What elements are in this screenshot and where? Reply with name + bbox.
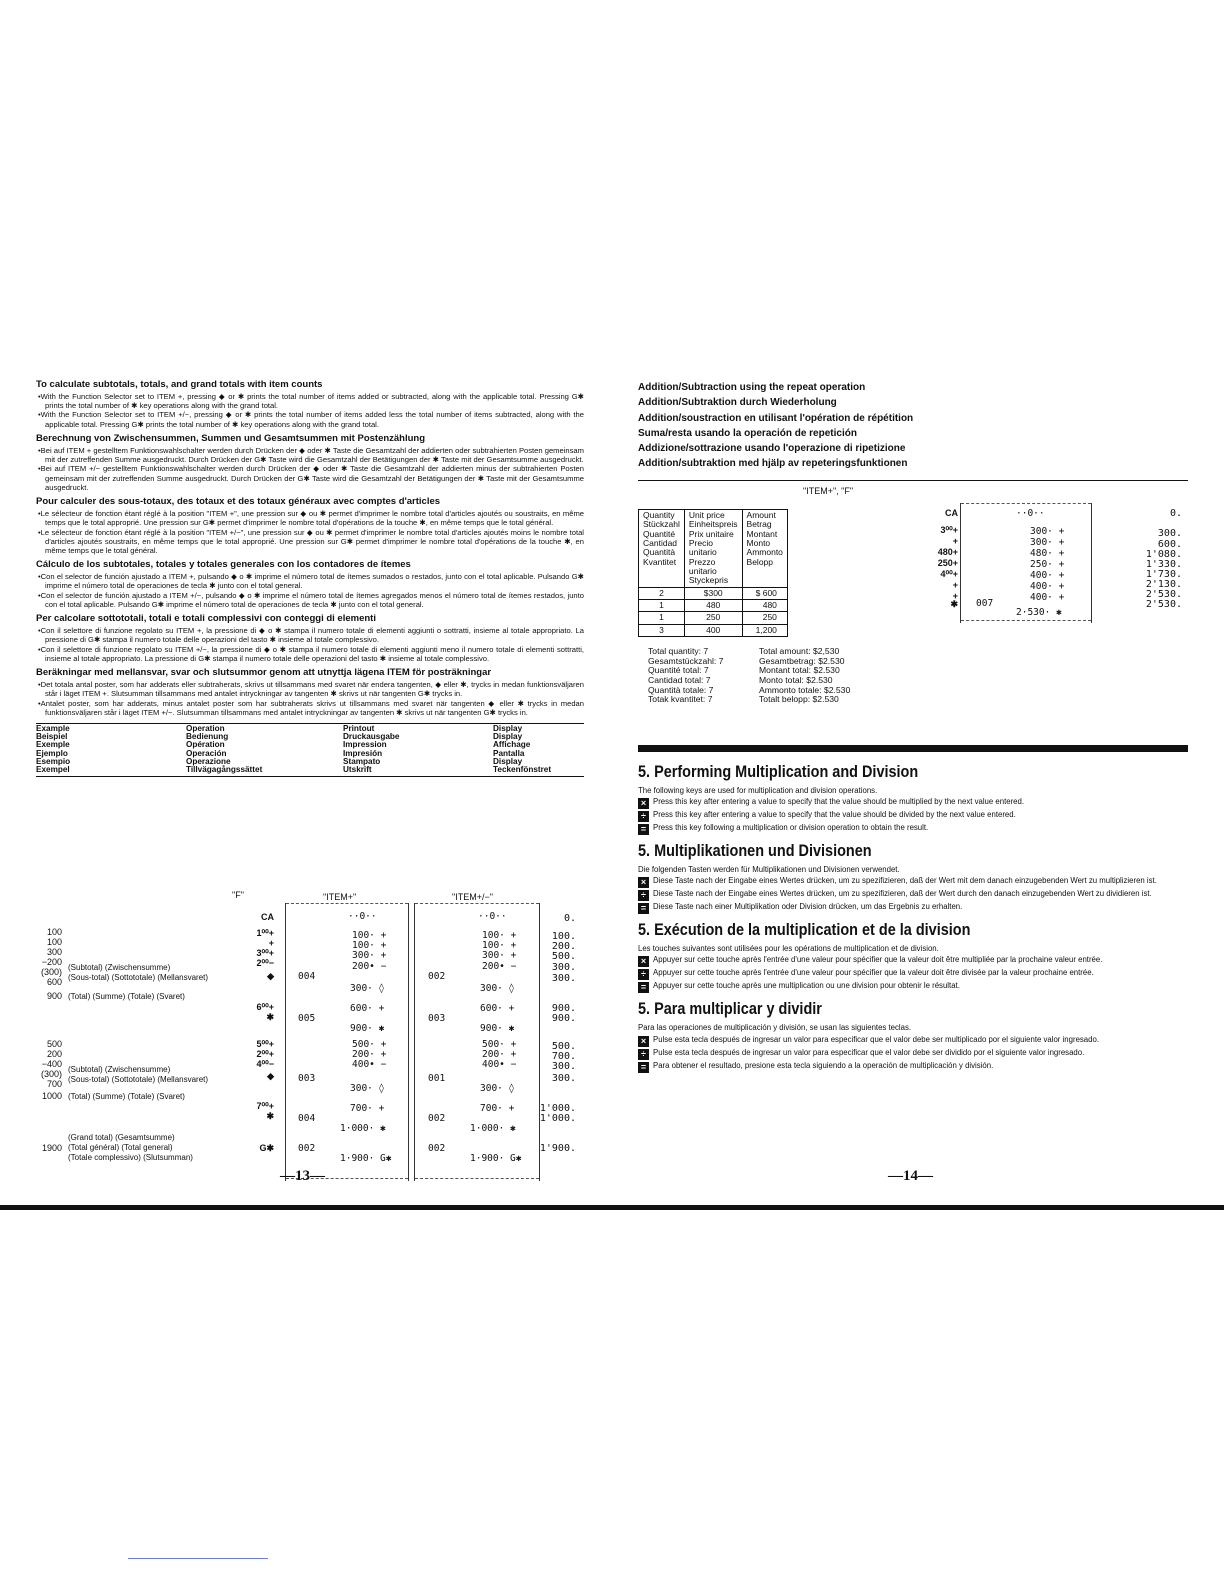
operation-key: +	[952, 591, 958, 601]
operation-key: CA	[261, 912, 274, 922]
key-description	[638, 823, 1188, 835]
tape-line: 100· +	[352, 930, 387, 941]
tape-line: 500· +	[352, 1039, 387, 1050]
display-value: 1'730.	[1145, 569, 1182, 580]
section-heading: 5. Multiplikationen und Divisionen	[638, 841, 872, 861]
section-heading: 5. Para multiplicar y dividir	[638, 999, 822, 1019]
display-value: 500.	[551, 951, 576, 962]
key-description	[638, 955, 1188, 967]
tape-line: 002	[428, 971, 446, 982]
key-icon: =	[638, 982, 649, 993]
display-value: 300.	[551, 973, 576, 984]
left-page	[36, 380, 584, 777]
example-value: 700	[46, 1079, 62, 1089]
operation-key: 4⁰⁰−	[256, 1059, 274, 1069]
tape-line: 2·530· ✱	[1016, 607, 1062, 618]
price-cell: 1	[639, 600, 685, 612]
page-number-14: —14—	[888, 1168, 933, 1184]
display-value: 2'530.	[1145, 599, 1182, 610]
operation-key: 480+	[937, 547, 958, 557]
bullet-paragraph: • Le sélecteur de fonction étant réglé à la position "ITEM +/−", une pression sur ◆ ou ✱ permet d'imprimer le nombre total d'articles ajoutés moins le nombre total d'articles ajoutés soustraits, en même temps que le total approprié. Une pression sur G✱ permet d'imprimer le nombre total d'opérations de la touche ✱, en même temps que le total général.	[45, 528, 584, 556]
operation-key: ◆	[267, 971, 274, 981]
tape-line: 300· ◊	[480, 983, 515, 994]
tape-line: 300· ◊	[350, 983, 385, 994]
section-heading: Beräkningar med mellansvar, svar och slutsummor genom att utnyttja lägena ITEM för posträkningar	[36, 667, 492, 679]
price-cell: 250	[742, 612, 787, 624]
operation-key: ✱	[266, 1111, 274, 1121]
key-description	[638, 902, 1188, 914]
price-cell: $ 600	[742, 587, 787, 599]
operation-key: ✱	[266, 1012, 274, 1022]
tape-line: 007	[976, 598, 994, 609]
tape-line: 900· ✱	[480, 1023, 515, 1034]
display-value: 300.	[1157, 528, 1182, 539]
tape-line: 700· +	[480, 1103, 515, 1114]
tape-line: 001	[428, 1073, 446, 1084]
tape-line: 100· +	[482, 930, 517, 941]
example-value: (300)	[40, 1069, 62, 1079]
operation-key: +	[952, 580, 958, 590]
key-text: Pulse esta tecla después de ingresar un valor para especificar que el valor debe ser dividido por el siguiente valor ingresado.	[653, 1047, 1085, 1057]
tape-line: 002	[428, 1143, 446, 1154]
tape-line: 002	[428, 1113, 446, 1124]
price-cell: $300	[684, 587, 742, 599]
key-icon: =	[638, 824, 649, 835]
right-page	[638, 380, 1188, 472]
example-label: (Sous-total) (Sottototale) (Mellansvaret)	[68, 1075, 209, 1084]
repeat-mode-label: "ITEM+", "F"	[803, 486, 854, 496]
operation-key: 2⁰⁰−	[256, 958, 274, 968]
key-icon: ÷	[638, 811, 649, 822]
example-value: 900	[46, 991, 62, 1001]
mode-item-plus-label: "ITEM+"	[323, 892, 357, 902]
tape-line: 400· +	[1030, 570, 1065, 581]
display-value: 900.	[551, 1003, 576, 1014]
price-row	[639, 587, 788, 599]
bullet-paragraph: • Bei auf ITEM + gestelltem Funktionswahlschalter werden durch Drücken der ◆ oder ✱ Taste die Gesamtzahl der addierten oder subtrahierten Posten gemeinsam mit der zutreffenden Summe ausgedruckt. Durch Drücken der G✱ Taste wird die Gesamtzahl der Betätigungen der ✱ Taste mit der Gesamtsumme ausgedruckt.	[45, 446, 584, 465]
price-cell: 480	[742, 600, 787, 612]
tape-line: 480· +	[1030, 548, 1065, 559]
key-description	[638, 968, 1188, 980]
example-label: (Totale complessivo) (Slutsumman)	[68, 1153, 193, 1162]
key-text: Press this key after entering a value to specify that the value should be multiplied by the next value entered.	[653, 797, 1025, 807]
section-heading: Berechnung von Zwischensummen, Summen und Gesamtsummen mit Postenzählung	[36, 432, 426, 444]
display-value: 900.	[551, 1013, 576, 1024]
example-value: 1000	[41, 1091, 62, 1101]
bullet-paragraph: • Le sélecteur de fonction étant réglé à la position "ITEM +", une pression sur ◆ ou ✱ permet d'imprimer le nombre total d'articles ajoutés ou soustraits, en même temps que le total approprié. Une pression sur G✱ permet d'imprimer le nombre total d'opérations de la touche ✱, en même temps que le total général.	[45, 509, 584, 528]
section-heading: Cálculo de los subtotales, totales y totales generales con los contadores de ítemes	[36, 559, 411, 571]
operation-key: 3⁰⁰+	[256, 948, 274, 958]
key-description	[638, 876, 1188, 888]
key-icon: ×	[638, 1036, 649, 1047]
totals-amount: Total amount: $2,530 Gesamtbetrag: $2.530 Montant total: $2.530 Monto total: $2.530 Ammonto totale: $2.530 Totalt belopp: $2.530	[759, 646, 851, 705]
tape-line: 1·900· G✱	[470, 1153, 522, 1164]
key-description	[638, 981, 1188, 993]
display-value: 0.	[1169, 508, 1182, 519]
tape-line: 600· +	[350, 1003, 385, 1014]
section-intro: Para las operaciones de multiplicación y división, se usan las siguientes teclas.	[638, 1023, 912, 1033]
key-description	[638, 797, 1188, 809]
key-icon: ÷	[638, 890, 649, 901]
section-heading: Per calcolare sottototali, totali e totali complessivi con conteggi di elementi	[36, 613, 376, 625]
tape-line: 250· +	[1030, 559, 1065, 570]
operation-key: 4⁰⁰+	[940, 569, 958, 579]
page-number-13: —13—	[280, 1168, 325, 1184]
col-display: Display Display Affichage Pantalla Display Teckenfönstret	[493, 724, 552, 775]
display-value: 1'080.	[1145, 549, 1182, 560]
example-value: 100	[46, 927, 62, 937]
key-text: Para obtener el resultado, presione esta tecla siguiendo a la operación de multiplicación y división.	[653, 1060, 994, 1070]
example-value: 500	[46, 1039, 62, 1049]
key-icon: =	[638, 1062, 649, 1073]
key-text: Appuyer sur cette touche après l'entrée d'une valeur pour spécifier que la valeur doit être multipliée par la prochaine valeur entrée.	[653, 955, 1103, 965]
display-value: 1'000.	[539, 1103, 576, 1114]
key-text: Pulse esta tecla después de ingresar un valor para especificar que el valor debe ser multiplicado por el siguiente valor ingresado.	[653, 1034, 1099, 1044]
display-value: 1'000.	[539, 1113, 576, 1124]
display-value: 200.	[551, 941, 576, 952]
operation-key: +	[952, 536, 958, 546]
tape-line: 300· +	[1030, 526, 1065, 537]
tape-line: 1·000· ✱	[340, 1123, 386, 1134]
tape-line: 300· +	[352, 950, 387, 961]
tape-line: 1·000· ✱	[470, 1123, 516, 1134]
display-value: 2'130.	[1145, 579, 1182, 590]
key-icon: ÷	[638, 1049, 649, 1060]
price-cell: 400	[684, 624, 742, 636]
tape-line: ··0··	[478, 911, 507, 922]
key-description	[638, 1061, 1188, 1073]
mode-item-pm-label: "ITEM+/−"	[452, 892, 493, 902]
price-cell: 2	[639, 587, 685, 599]
display-value: 300.	[551, 962, 576, 973]
printout-tape-item-plus	[285, 903, 409, 1181]
bullet-paragraph: • With the Function Selector set to ITEM +, pressing ◆ or ✱ prints the total number of items added or subtracted, along with the applicable total. Pressing G✱ prints the total number of ✱ key operations along with the grand total.	[45, 392, 584, 411]
price-row	[639, 624, 788, 636]
price-cell: 1,200	[742, 624, 787, 636]
display-value: 300.	[551, 1073, 576, 1084]
col-example: Example Beispiel Exemple Ejemplo Esempio Exempel	[36, 724, 71, 775]
tape-line: 600· +	[480, 1003, 515, 1014]
key-text: Appuyer sur cette touche après une multiplication ou une division pour obtenir le résultat.	[653, 981, 960, 991]
example-value: 600	[46, 977, 62, 987]
operation-key: 2⁰⁰+	[256, 1049, 274, 1059]
tape-line: 300· ◊	[480, 1083, 515, 1094]
key-icon: ×	[638, 877, 649, 888]
example-value: −400	[41, 1059, 62, 1069]
key-text: Press this key following a multiplication or division operation to obtain the result.	[653, 823, 929, 833]
bullet-paragraph: • With the Function Selector set to ITEM +/−, pressing ◆ or ✱ prints the total number of items added less the total number of items subtracted, along with the applicable total. Pressing G✱ prints the total number of ✱ key operations along with the grand total.	[45, 410, 584, 429]
display-value: 700.	[551, 1051, 576, 1062]
section-heading: 5. Exécution de la multiplication et de la division	[638, 920, 971, 940]
col-operation: Operation Bedienung Opération Operación Operazione Tillvägagångssättet	[186, 724, 263, 775]
bullet-paragraph: • Det totala antal poster, som har adderats eller subtraherats, skrivs ut tillsammans med svaret när endera tangenten, ◆ eller ✱, trycks in medan funktionsväljaren står i läget ITEM +. Slutsumman tillsammans med antalet intryckningar av tangenten ✱ skrivs ut när tangenten G✱ trycks in.	[45, 680, 584, 699]
repeat-titles: Addition/Subtraction using the repeat operation Addition/Subtraktion durch Wiederholung Addition/soustraction en utilisant l'opération de répétition Suma/resta usando la operación de repetición Addizione/sottrazione usando l'operazione di ripetizione Addition/subtraktion med hjälp av repeteringsfunktionen	[638, 382, 914, 470]
tape-line: 200· +	[352, 1049, 387, 1060]
tape-line: 100· +	[352, 940, 387, 951]
operation-key: ✱	[950, 599, 958, 609]
tape-line: 300· +	[1030, 537, 1065, 548]
title-rule	[638, 480, 1188, 481]
display-value: 0.	[563, 913, 576, 924]
tape-line: 004	[298, 1113, 316, 1124]
display-value: 2'530.	[1145, 589, 1182, 600]
operation-key: 250+	[937, 558, 958, 568]
key-description	[638, 1048, 1188, 1060]
key-text: Press this key after entering a value to specify that the value should be divided by the next value entered.	[653, 810, 1016, 820]
operation-key: G✱	[259, 1143, 274, 1153]
key-description	[638, 889, 1188, 901]
price-cell: 480	[684, 600, 742, 612]
operation-key: 6⁰⁰+	[256, 1002, 274, 1012]
tape-line: 002	[298, 1143, 316, 1154]
bullet-paragraph: • Con el selector de función ajustado a ITEM +/−, pulsando ◆ o ✱ imprime el número total de ítemes agregados menos el número total de ítemes restados, junto con el total aplicable. Pulsando G✱ imprime el número total de operaciones de tecla ✱ junto con el total general.	[45, 591, 584, 610]
mode-f-label: "F"	[232, 890, 244, 900]
operation-key: 1⁰⁰+	[256, 928, 274, 938]
tape-line: 900· ✱	[350, 1023, 385, 1034]
tape-line: 300· ◊	[350, 1083, 385, 1094]
example-value: 100	[46, 937, 62, 947]
operation-key: CA	[945, 508, 958, 518]
operation-key: 7⁰⁰+	[256, 1101, 274, 1111]
bullet-paragraph: • Con il selettore di funzione regolato su ITEM +/−, la pressione di ◆ o ✱ stampa il numero totale di elementi aggiunti meno il numero totale di elementi sottratti, insieme al totale appropriato. La pressione di G✱ stampa il numero totale delle operazioni del tasto ✱ insieme al totale complessivo.	[45, 645, 584, 664]
key-icon: =	[638, 903, 649, 914]
tape-line: 1·900· G✱	[340, 1153, 392, 1164]
example-label: (Total) (Summe) (Totale) (Svaret)	[68, 1092, 185, 1101]
display-value: 300.	[551, 1061, 576, 1072]
tape-line: 500· +	[482, 1039, 517, 1050]
key-text: Diese Taste nach einer Multiplikation oder Division drücken, um das Ergebnis zu erhalten.	[653, 902, 963, 912]
tape-line: 100· +	[482, 940, 517, 951]
price-table: Quantity Stückzahl Quantité Cantidad Quantità Kvantitet Unit price Einheitspreis Prix unitaire Precio unitario Prezzo unitario Styckepris Amount Betrag Montant Monto Ammonto Belopp 2 $300 $ 600 1 480 480 1 250 250 3 400 1,200	[638, 509, 788, 637]
key-text: Appuyer sur cette touche après l'entrée d'une valeur pour spécifier que la valeur doit être divisée par la valeur prochaine entrée.	[653, 968, 1094, 978]
example-label: (Grand total) (Gesamtsumme)	[68, 1133, 175, 1142]
operation-key: ◆	[267, 1071, 274, 1081]
bullet-paragraph: • Con il selettore di funzione regolato su ITEM +, la pressione di ◆ o ✱ stampa il numero totale di elementi aggiunti o sottratti, insieme al totale appropriato. La pressione di G✱ stampa il numero totale delle operazioni del tasto ✱ insieme al totale complessivo.	[45, 626, 584, 645]
display-value: 100.	[551, 931, 576, 942]
display-value: 500.	[551, 1041, 576, 1052]
key-description	[638, 1035, 1188, 1047]
tape-line: 400• −	[352, 1059, 387, 1070]
section-heading: To calculate subtotals, totals, and grand totals with item counts	[36, 379, 323, 390]
printout-tape-item-pm	[414, 903, 540, 1181]
multiplication-sections	[638, 756, 1188, 1074]
left-sections	[36, 380, 584, 717]
display-value: 600.	[1157, 539, 1182, 550]
section-intro: The following keys are used for multiplication and division operations.	[638, 786, 878, 795]
operation-key: +	[268, 938, 274, 948]
bullet-paragraph: • Bei auf ITEM +/− gestelltem Funktionswahlschalter werden durch Drücken der ◆ oder ✱ Taste die Gesamtzahl der addierten minus der subtrahierten Posten gemeinsam mit der zutreffenden Summe ausgedruckt. Durch Drücken der G✱ Taste wird die Gesamtzahl der Betätigungen der ✱ Taste mit der Gesamtsumme ausgedruckt.	[45, 464, 584, 492]
tape-line: ··0··	[348, 911, 377, 922]
bottom-rule	[0, 1205, 1224, 1210]
example-label: (Total général) (Total general)	[68, 1143, 173, 1152]
key-icon: ×	[638, 798, 649, 809]
operation-key: 3⁰⁰+	[940, 525, 958, 535]
example-value: −200	[41, 957, 62, 967]
example-value: 1900	[41, 1143, 62, 1153]
bullet-paragraph: • Antalet poster, som har adderats, minus antalet poster som har subtraherats skrivs ut tillsammans med svaret när tangenten ◆ eller ✱ trycks in medan funktionsväljaren står i läget ITEM +/−. Slutsumman tillsammans med antalet intryckningar av tangenten ✱ skrivs ut när tangenten G✱ trycks in.	[45, 699, 584, 718]
section-heading: 5. Performing Multiplication and Division	[638, 762, 919, 781]
tape-line: 200• −	[482, 961, 517, 972]
display-value: 1'330.	[1145, 559, 1182, 570]
section-intro: Les touches suivantes sont utilisées pour les opérations de multiplication et de division.	[638, 944, 939, 954]
tape-line: 003	[298, 1073, 316, 1084]
tape-line: ··0··	[1016, 508, 1045, 519]
example-label: (Subtotal) (Zwischensumme)	[68, 963, 171, 972]
tape-line: 005	[298, 1013, 316, 1024]
tape-line: 003	[428, 1013, 446, 1024]
tape-line: 300· +	[482, 950, 517, 961]
totals-quantity: Total quantity: 7 Gesamtstückzahl: 7 Quantité total: 7 Cantidad total: 7 Quantità totale: 7 Totak kvantitet: 7	[648, 646, 724, 705]
example-label: (Sous-total) (Sottototale) (Mellansvaret)	[68, 973, 209, 982]
key-text: Diese Taste nach der Eingabe eines Wertes drücken, um zu spezifizieren, daß der Wert mit dem danach einzugebenden Wert zu multiplizieren ist.	[653, 876, 1157, 886]
key-text: Diese Taste nach der Eingabe eines Wertes drücken, um zu spezifizieren, daß der Wert durch den danach einzugebenden Wert zu dividieren ist.	[653, 889, 1152, 899]
tape-line: 200• −	[352, 961, 387, 972]
tape-line: 004	[298, 971, 316, 982]
bullet-paragraph: • Con el selector de función ajustado a ITEM +, pulsando ◆ o ✱ imprime el número total de ítemes sumados o restados, junto con el total aplicable. Pulsando G✱ imprime el número total de operaciones de tecla ✱ junto con el total general.	[45, 572, 584, 591]
example-label: (Subtotal) (Zwischensumme)	[68, 1065, 171, 1074]
tape-line: 400· +	[1030, 592, 1065, 603]
example-label: (Total) (Summe) (Totale) (Svaret)	[68, 992, 185, 1001]
example-value: 300	[46, 947, 62, 957]
operation-key: 5⁰⁰+	[256, 1039, 274, 1049]
tape-line: 400• −	[482, 1059, 517, 1070]
price-row	[639, 600, 788, 612]
tape-line: 200· +	[482, 1049, 517, 1060]
section-intro: Die folgenden Tasten werden für Multiplikationen und Divisionen verwendet.	[638, 865, 900, 875]
tape-line: 700· +	[350, 1103, 385, 1114]
price-cell: 250	[684, 612, 742, 624]
key-icon: ×	[638, 956, 649, 967]
example-value: 200	[46, 1049, 62, 1059]
example-table-header	[36, 723, 584, 777]
display-value: 1'900.	[539, 1143, 576, 1154]
tape-line: 400· +	[1030, 581, 1065, 592]
price-row	[639, 612, 788, 624]
blue-underline	[128, 1558, 268, 1559]
price-cell: 1	[639, 612, 685, 624]
price-cell: 3	[639, 624, 685, 636]
key-icon: ÷	[638, 969, 649, 980]
section-heading: Pour calculer des sous-totaux, des totaux et des totaux généraux avec comptes d'articles	[36, 496, 441, 508]
key-description	[638, 810, 1188, 822]
section-divider-bar	[638, 745, 1188, 752]
example-value: (300)	[40, 967, 62, 977]
col-printout: Printout Druckausgabe Impression Impresión Stampato Utskrift	[343, 724, 400, 775]
